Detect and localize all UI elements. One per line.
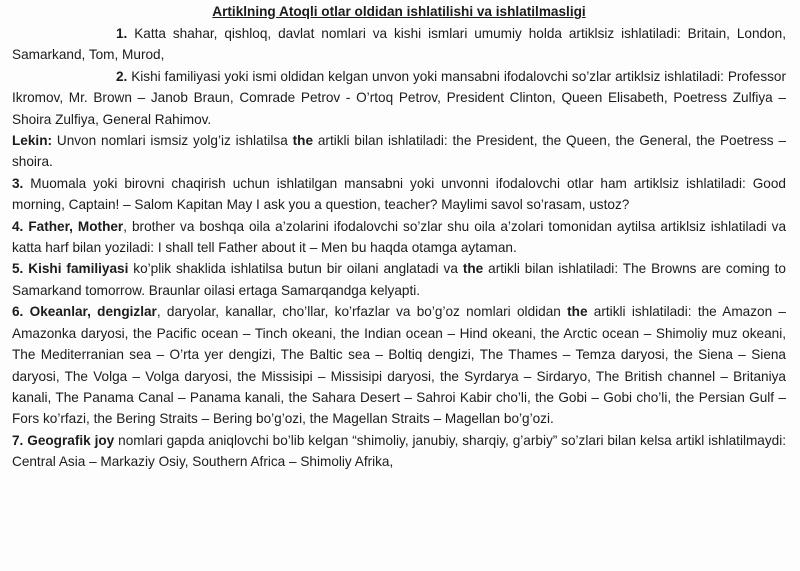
rule-1 (12, 23, 786, 66)
article-the: the (462, 261, 484, 277)
rule-text: , brother va boshqa oila a’zolarini ifodalovchi so’zlar shu oila a’zolari tomonidan aytilsa artiklsiz ishlatiladi va katta harf bilan yoziladi: I shall tell Father about it – Men bu haqda otamga aytaman. (12, 218, 787, 256)
note-label: Lekin: (12, 133, 53, 149)
rule-number: 4. (12, 218, 24, 234)
rule-keyword: Geografik joy (27, 432, 115, 448)
note-text: Unvon nomlari ismsiz yolg’iz ishlatilsa (52, 133, 293, 149)
rule-text: artikli bilan ishlatiladi: The Browns are coming to Samarkand tomorrow. Braunlar oilasi ertaga Samarqandga kelyapti. (12, 261, 786, 298)
rule-5 (12, 258, 786, 301)
rule-number: 3. (12, 175, 24, 191)
rule-4 (12, 216, 786, 259)
rule-text: Muomala yoki birovni chaqirish uchun ishlatilgan mansabni yoki unvonni ifodalovchi otlar ham artiklsiz ishlatiladi: Good morning, Captain! – Salom Kapitan May I ask you a question, teacher? Maylimi savol so’rasam, ustoz? (12, 175, 786, 213)
rule-7 (12, 430, 786, 473)
rule-6 (12, 301, 786, 429)
rule-text: , daryolar, kanallar, cho’llar, ko’rfazlar va bo’g’oz nomlari oldidan (156, 304, 568, 320)
rule-text: ko’plik shaklida ishlatilsa butun bir oilani anglatadi va (128, 261, 463, 277)
rule-number: 2. (116, 68, 128, 84)
rule-text: Katta shahar, qishloq, davlat nomlari va kishi ismlari umumiy holda artiklsiz ishlatiladi: Britain, London, Samarkand, Tom, Murod, (12, 26, 786, 63)
article-the: the (292, 133, 314, 149)
rule-keyword: Father, Mother (28, 218, 124, 234)
rule-keyword: Okeanlar, dengizlar (29, 304, 157, 320)
rule-number: 7. (12, 432, 24, 448)
rule-text: nomlari gapda aniqlovchi bo’lib kelgan “shimoliy, janubiy, sharqiy, g’arbiy” so’zlari bilan kelsa artikl ishlatilmaydi: Central Asia – Markaziy Osiy, Southern Africa – Shimoliy Afrika, (12, 432, 787, 470)
rule-number: 5. (12, 261, 24, 277)
rule-3 (12, 173, 786, 216)
note-text: artikli bilan ishlatiladi: the President, the Queen, the General, the Poetress – shoira. (12, 133, 787, 170)
rule-text: Kishi familiyasi yoki ismi oldidan kelgan unvon yoki mansabni ifodalovchi so’zlar artiklsiz ishlatiladi: Professor Ikromov, Mr. Brown – Janob Braun, Comrade Petrov - O’rtoq Petrov, President Clinton, Queen Elisabeth, Poetress Zulfiya – Shoira Zulfiya, General Rahimov. (12, 68, 786, 127)
article-the: the (567, 304, 588, 320)
document-title: Artiklning Atoqli otlar oldidan ishlatilishi va ishlatilmasligi (212, 4, 586, 19)
rule-keyword: Kishi familiyasi (28, 261, 129, 277)
rule-2 (12, 66, 786, 130)
rule-number: 6. (12, 304, 24, 320)
rule-number: 1. (116, 26, 128, 41)
rule-note-lekin (12, 130, 786, 173)
rule-text: artikli ishlatiladi: the Amazon – Amazonka daryosi, the Pacific ocean – Tinch okeani, the Indian ocean – Hind okeani, the Arctic ocean – Shimoliy muz okeani, The Mediterranian sea – O’rta yer dengizi, The Baltic sea – Boltiq dengizi, The Thames – Temza daryosi, the Siena – Siena daryosi, The Volga – Volga daryosi, the Missisipi – Missisipi daryosi, the Syrdarya – Sirdaryo, The British channel – Britaniya kanali, The Panama Canal – Panama kanali, the Sahara Desert – Sahroi Kabir cho’li, the Gobi – Gobi cho’li, the Persian Gulf – Fors ko’rfazi, the Bering Straits – Bering bo’g’ozi, the Magellan Straits – Magellan bo’g’ozi. (12, 304, 786, 427)
